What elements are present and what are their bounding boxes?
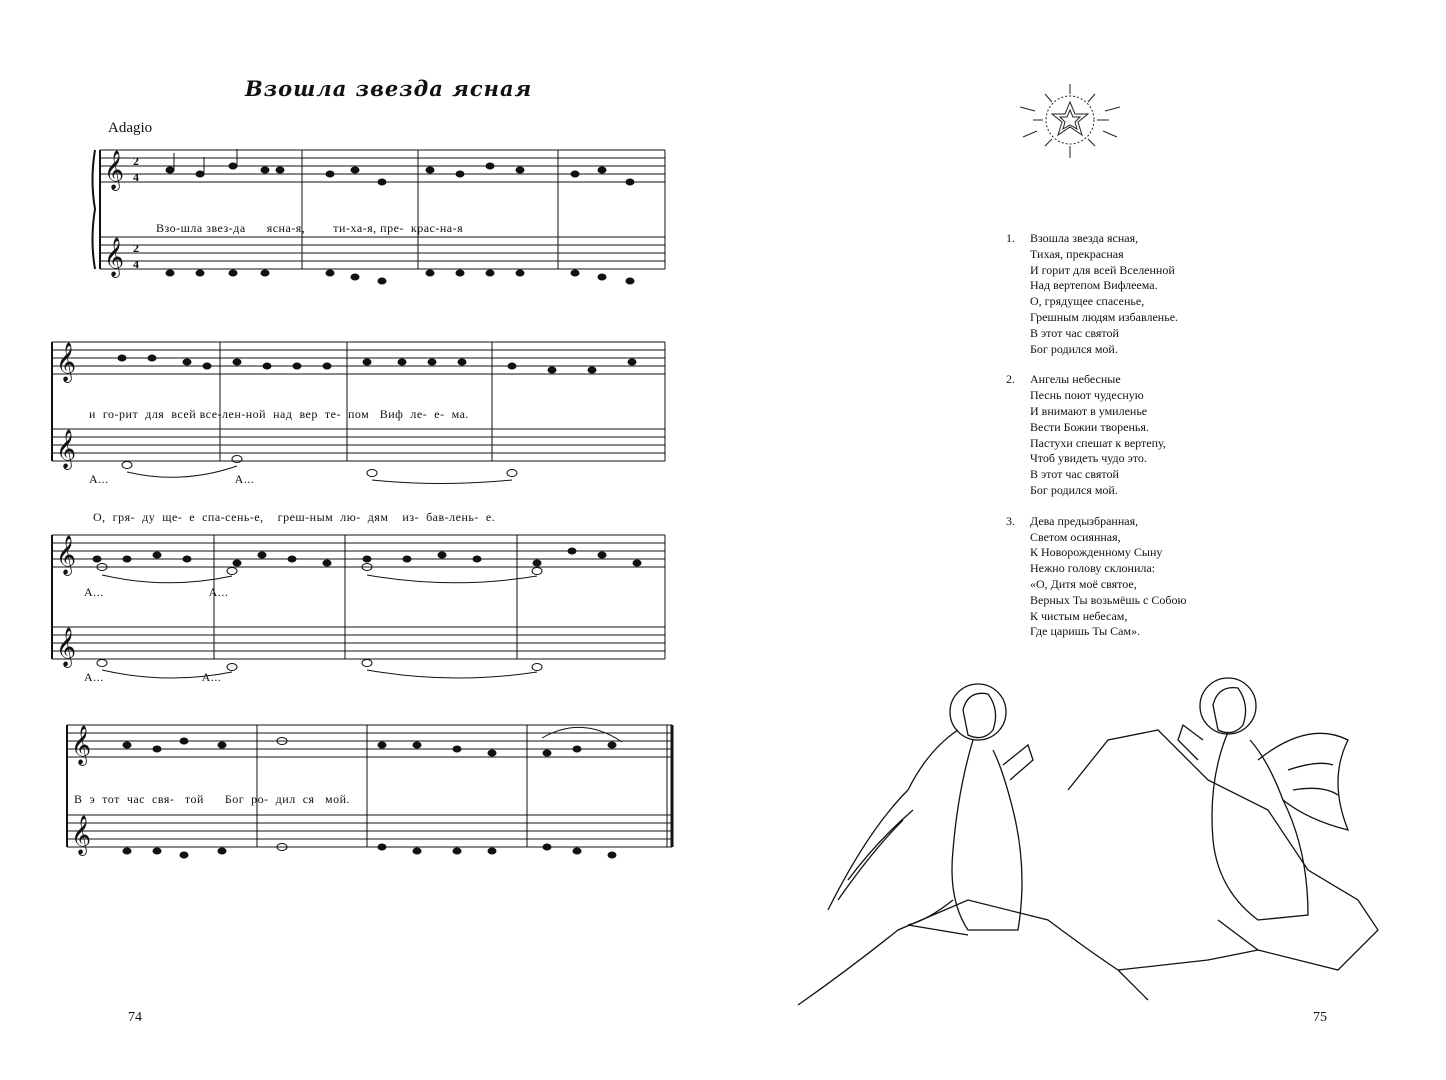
verse-line: Бог родился мой. xyxy=(1030,341,1118,356)
lyrics-line-3-lower: А... А... xyxy=(84,670,222,684)
staff-notation-3 xyxy=(47,530,667,690)
song-title: Взошла звезда ясная xyxy=(245,76,533,101)
verse-line: Верных Ты возьмёшь с Собою xyxy=(1030,592,1187,607)
svg-text:4: 4 xyxy=(133,257,139,271)
verse-line: Над вертепом Вифлеема. xyxy=(1030,278,1158,293)
verse-line: Дева предызбранная, xyxy=(1030,513,1139,528)
verse-line: Пастухи спешат к вертепу, xyxy=(1030,435,1166,450)
verse-1 xyxy=(1006,231,1186,357)
page-number-left: 74 xyxy=(128,1010,142,1025)
svg-text:2: 2 xyxy=(133,241,139,255)
verse-line: К чистым небесам, xyxy=(1030,608,1128,623)
verses-block xyxy=(1006,231,1186,655)
verse-line: К Новорожденному Сыну xyxy=(1030,545,1163,560)
lyrics-line-1: Взо-шла звез-да ясна-я, ти-ха-я, пре- крас-на-я xyxy=(156,221,464,235)
verse-line: Грешным людям избавленье. xyxy=(1030,309,1179,324)
verse-line: Тихая, прекрасная xyxy=(1030,246,1124,261)
svg-text:𝄞: 𝄞 xyxy=(71,727,92,764)
verse-line: Где царишь Ты Сам». xyxy=(1030,624,1141,639)
verse-line: И внимают в умиленье xyxy=(1030,403,1148,418)
svg-text:𝄞: 𝄞 xyxy=(71,817,92,854)
staff-notation-1 xyxy=(90,145,670,295)
right-page xyxy=(723,0,1446,1080)
verse-line: Светом осиянная, xyxy=(1030,529,1121,544)
verse-line: Песнь поют чудесную xyxy=(1030,388,1144,403)
verse-line: «О, Дитя моё святое, xyxy=(1030,576,1137,591)
svg-text:𝄞: 𝄞 xyxy=(104,152,125,189)
verse-line: Бог родился мой. xyxy=(1030,482,1118,497)
lyrics-line-2-lower: А... А... xyxy=(89,472,255,486)
svg-text:𝄞: 𝄞 xyxy=(56,629,77,666)
svg-text:𝄞: 𝄞 xyxy=(56,344,77,381)
music-system-4 xyxy=(62,720,682,870)
verse-number: 1. xyxy=(1006,231,1015,245)
svg-text:𝄞: 𝄞 xyxy=(56,431,77,468)
svg-text:4: 4 xyxy=(133,170,139,184)
verse-line: Взошла звезда ясная, xyxy=(1030,231,1139,245)
verse-number: 2. xyxy=(1006,372,1015,387)
lyrics-line-2: и го-рит для всей все-лен-ной над вер те- пом Виф ле- е- ма. xyxy=(89,407,469,421)
svg-text:𝄞: 𝄞 xyxy=(56,537,77,574)
verse-line: Чтоб увидеть чудо это. xyxy=(1030,451,1147,466)
verse-2 xyxy=(1006,372,1186,498)
tempo-marking: Adagio xyxy=(108,120,153,136)
lyrics-line-3-upper: А... А... xyxy=(84,585,229,599)
page-number-right: 75 xyxy=(1313,1010,1327,1025)
star-icon xyxy=(1015,82,1125,162)
verse-line: В этот час святой xyxy=(1030,325,1119,340)
verse-number: 3. xyxy=(1006,513,1015,528)
verse-line: В этот час святой xyxy=(1030,467,1119,482)
music-system-3 xyxy=(47,530,667,690)
verse-line: И горит для всей Вселенной xyxy=(1030,262,1175,277)
music-system-2 xyxy=(47,337,667,487)
verse-line: Вести Божии творенья. xyxy=(1030,419,1149,434)
svg-text:2: 2 xyxy=(133,154,139,168)
lyrics-line-4: В э тот час свя- той Бог ро- дил ся мой. xyxy=(74,792,351,806)
verse-line: Нежно голову склонила: xyxy=(1030,561,1156,576)
lyrics-line-3: О, гря- ду ще- е спа-сень-е, греш-ным лю- дям из- бав-лень- е. xyxy=(93,510,496,524)
verse-3 xyxy=(1006,514,1186,640)
svg-text:𝄞: 𝄞 xyxy=(104,239,125,276)
kneeling-angels-illustration xyxy=(788,670,1388,1010)
verse-line: Ангелы небесные xyxy=(1030,372,1121,387)
verse-line: О, грядущее спасенье, xyxy=(1030,294,1145,309)
music-system-1 xyxy=(90,145,670,295)
